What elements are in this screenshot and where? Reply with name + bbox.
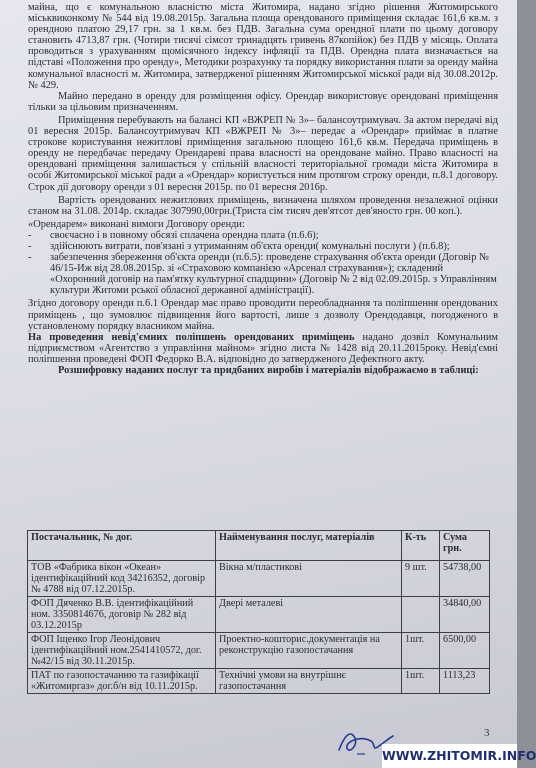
paragraph-rent-terms: майна, що є комунальною власністю міста Житомира, надано згідно рішення Житомирського міськвиконкому № 544 від 19.08.2015р. Загальна площа орендованого приміщення складає 161,6 кв.м. з орендною платою 29,17 грн. за 1 кв.м. без ПДВ. Загальна сума орендної плати по цьому договору становить 4713,87 грн. (Чотири тисячі сімсот тринадцять гривень 87копійок) без ПДВ у місяць. Оплата проводиться з урахуванням щомісячного індексу інфляції та ПДВ. Орендна плата визначається на підставі «Положення про оренду», Методики розрахунку та порядку використання плати за оренду майна комунальної власності м. Житомира, затвердженої рішенням Житомирської міської ради від 30.08.2012р. № 429. [28, 2, 498, 91]
services-table [27, 530, 490, 694]
bold-lead-text: На проведення невід'ємних поліпшень орендованих приміщень [28, 331, 355, 343]
table-row [28, 597, 490, 633]
table-row [28, 633, 490, 669]
paragraph-balance-holder: Приміщення перебувають на балансі КП «ВЖРЕП № 3»– балансоутримувач. За актом передачі від 01 вересня 2015р. Балансоутримувач КП «ВЖРЕП № 3»– передає а «Орендар» приймає в платне строкове користування нежитлові приміщення загальною площею 161,6 кв.м. Передача приміщень в оренду не передбачає передачу Орендареві права власності на орендоване майно. Право власності на орендовані приміщення залишається у спільній власності територіальної громади міста Житомира в особі Житомирської міської ради а «Орендар» користується ним протягом строку оренди, п.8.1 договору. Строк дії договору оренди з 01 вересня 2015р. по 01 вересня 2016р. [28, 114, 498, 193]
paragraph-valuation: Вартість орендованих нежитлових приміщень, визначена шляхом проведення незалежної оцінки станом на 31.08. 2014р. складає 307990,00грн.(Триста сім тисяч дев'ятсот дев'яносто грн. 00 коп.). [28, 194, 498, 217]
cell-supplier: ФОП Дяченко В.В. ідентифікаційний ном. 3350814676, договір № 282 від 03.12.2015р [28, 597, 216, 633]
cell-sum: 1113,23 [440, 669, 490, 694]
paragraph-table-intro: Розшифровку наданих послуг та придбаних виробів і матеріалів відображаємо в таблиці: [58, 365, 479, 376]
cell-supplier: ПАТ по газопостачанню та газифікації «Житомиргаз» дог.б/н від 10.11.2015р. [28, 669, 216, 694]
permit-text: надано дозвіл Комунальним підприємством «Агентство з управління майном» згідно листа № 1428 від 20.11.2015року. Невід'ємні поліпшення проведені ФОП Федорко В.А. відповідно до затвердженого Дефектного акту. [28, 331, 499, 365]
cell-qty: 1шт. [402, 633, 440, 669]
paragraph-purpose: Майно передано в оренду для розміщення офісу. Орендар використовує орендовані приміщення тільки за цільовим призначенням. [28, 90, 498, 113]
cell-name: Технічні умови на внутрішнє газопостачання [216, 669, 402, 694]
cell-name: Двері металеві [216, 597, 402, 633]
cell-qty: 9 шт. [402, 561, 440, 597]
page-number: 3 [484, 727, 490, 739]
table-row [28, 561, 490, 597]
cell-supplier: ФОП Іщенко Ігор Леонідович ідентифікаційний ном.2541410572, дог.№42/15 від 30.11.2015р. [28, 633, 216, 669]
column-header-sum: Сума грн. [440, 531, 490, 561]
cell-qty: 1шт. [402, 669, 440, 694]
list-item: - здійснюють витрати, пов'язані з утриманням об'єкта оренди( комунальні послуги ) (п.6.8); [28, 240, 450, 252]
table-header-row [28, 531, 490, 561]
list-item: - забезпечення збереження об'єкта оренди (п.6.5): проведене страхування об'єкта оренди (Договір № 46/15-Иж від 28.08.2015р. зі «Страховою компанією «Арсенал страхування»); складений «Охоронний договір на пам'ятку культурної спадщини» (Договір № 2 від 02.09.2015р. з Управлінням культури Житоми рської обласної державної адміністрації). [28, 252, 497, 297]
cell-sum: 6500,00 [440, 633, 490, 669]
document-body [28, 2, 498, 376]
paragraph-requirements-intro: «Орендарем» виконані вимоги Договору оренди: [28, 218, 245, 230]
table-row [28, 669, 490, 694]
cell-sum: 34840,00 [440, 597, 490, 633]
cell-supplier: ТОВ «Фабрика вікон «Океан» ідентифікаційний код 34216352, договір № 4788 від 07.12.2015р. [28, 561, 216, 597]
list-item: - своєчасно і в повному обсязі сплачена орендна плата (п.6.6); [28, 229, 319, 241]
cell-qty [402, 597, 440, 633]
column-header-supplier: Постачальник, № дог. [28, 531, 216, 561]
cell-sum: 54738,00 [440, 561, 490, 597]
cell-name: Проектно-кошторис.документація на реконструкцію газопостачання [216, 633, 402, 669]
cell-name: Вікна м/пластикові [216, 561, 402, 597]
paragraph-improvements-right: Згідно договору оренди п.6.1 Орендар має право проводити переобладнання та поліпшення орендованих приміщень , що зумовлює підвищення його вартості, лише з дозволу Орендодавця, погодженого в установленому порядку власником майна. [28, 298, 498, 332]
watermark-label: WWW.ZHITOMIR.INFO [382, 744, 517, 768]
column-header-qty: К-ть [402, 531, 440, 561]
paragraph-improvements-permit [28, 332, 498, 365]
column-header-name: Найменування послуг, матеріалів [216, 531, 402, 561]
